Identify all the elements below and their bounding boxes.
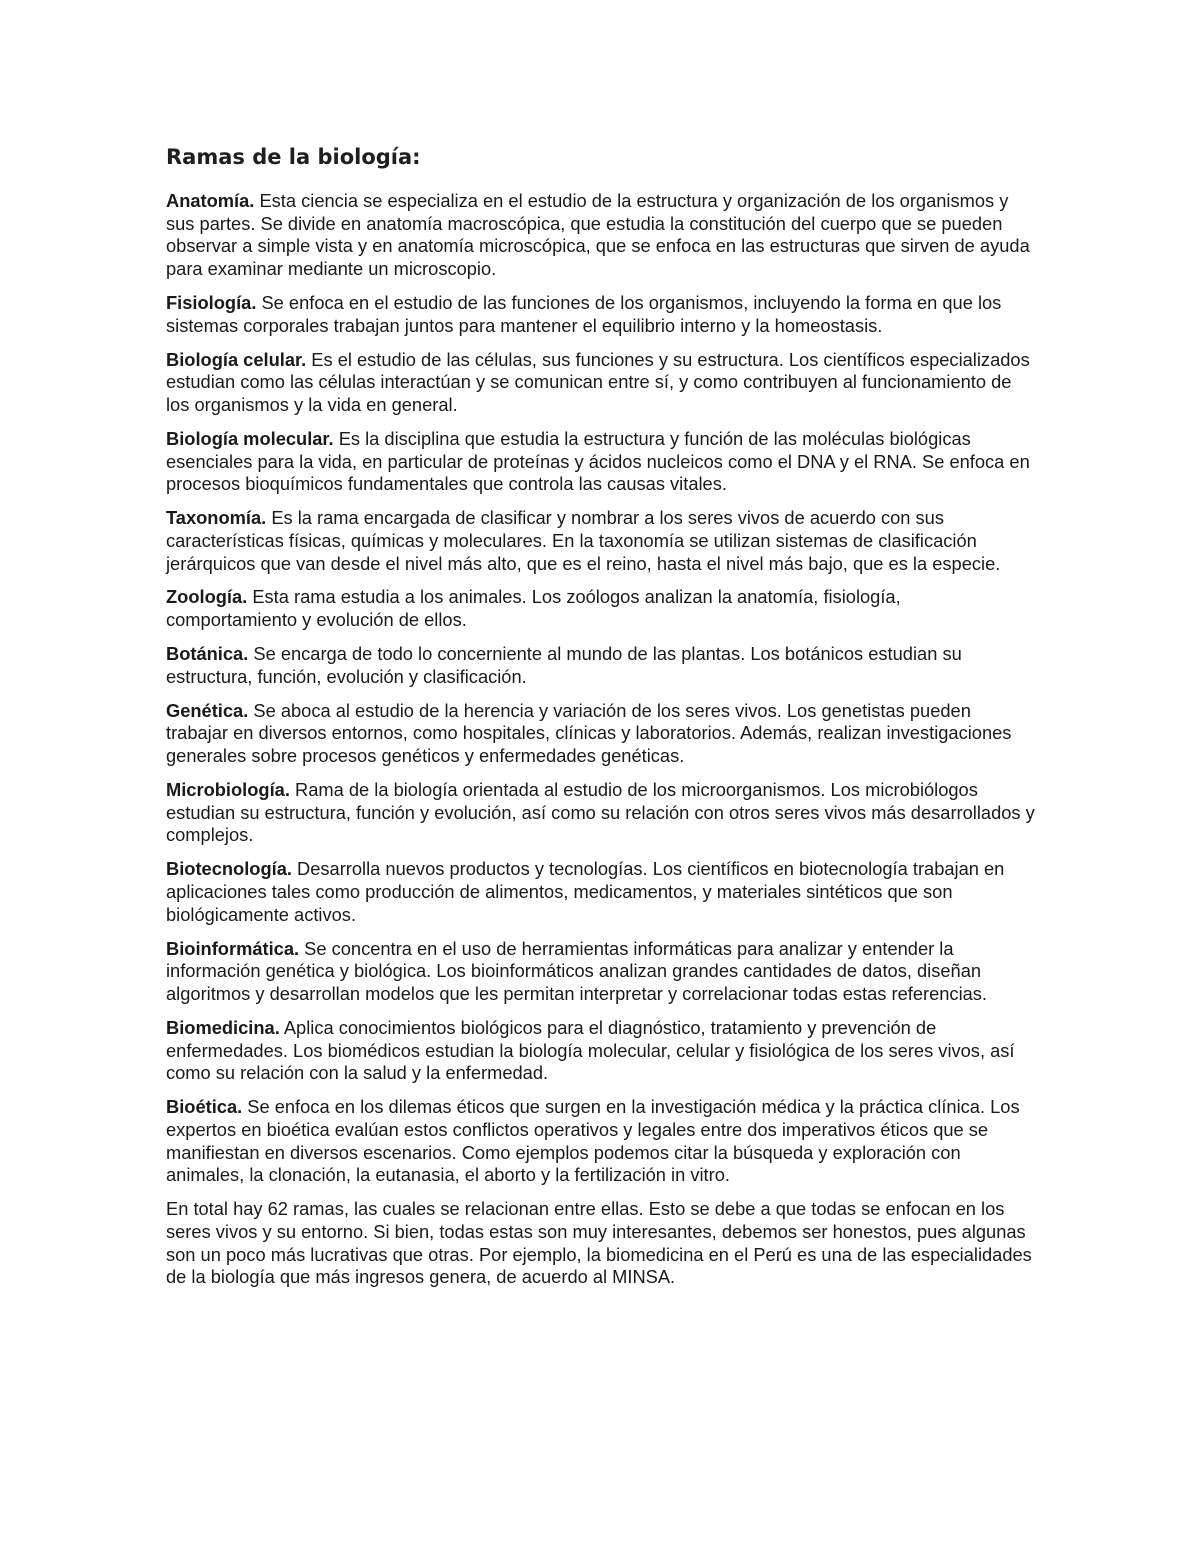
section-text: Esta ciencia se especializa en el estudio de la estructura y organización de los organismos y sus partes. Se divide en anatomía macroscópica, que estudia la constitución del cuerpo que se pueden observar a simple vista y en anatomía microscópica, que se enfoca en las estructuras que sirven de ayuda para examinar mediante un microscopio. xyxy=(166,190,1030,280)
section-term: Genética. xyxy=(166,699,249,721)
section-term: Anatomía. xyxy=(166,190,255,211)
section-biologia-celular xyxy=(166,349,1036,417)
section-bioetica xyxy=(166,1096,1036,1187)
section-text: Se aboca al estudio de la herencia y variación de los seres vivos. Los genetistas pueden trabajar en diversos entornos, como hospitales, clínicas y laboratorios. Además, realizan investigaciones generales sobre procesos genéticos y enfermedades genéticas. xyxy=(166,699,1012,767)
section-biomedicina xyxy=(166,1017,1036,1085)
section-text: Es la rama encargada de clasificar y nombrar a los seres vivos de acuerdo con sus características físicas, químicas y moleculares. En la taxonomía se utilizan sistemas de clasificación jerárquicos que van desde el nivel más alto, que es el reino, hasta el nivel más bajo, que es la especie. xyxy=(166,507,1001,574)
section-text: Se concentra en el uso de herramientas informáticas para analizar y entender la información genética y biológica. Los bioinformáticos analizan grandes cantidades de datos, diseñan algoritmos y desarrollan modelos que les permitan interpretar y correlacionar todas estas referencias. xyxy=(166,937,988,1004)
section-term: Biología molecular. xyxy=(166,427,334,449)
section-text: Aplica conocimientos biológicos para el diagnóstico, tratamiento y prevención de enfermedades. Los biomédicos estudian la biología molecular, celular y fisiológica de los seres vivos, así como su relación con la salud y la enfermedad. xyxy=(166,1016,1015,1084)
section-biologia-molecular xyxy=(166,428,1036,496)
section-fisiologia xyxy=(166,292,1036,337)
section-term: Bioética. xyxy=(166,1096,243,1118)
section-text: Desarrolla nuevos productos y tecnologías. Los científicos en biotecnología trabajan en aplicaciones tales como producción de alimentos, medicamentos, y materiales sintéticos que son biológicamente activos. xyxy=(166,858,1005,925)
section-biotecnologia xyxy=(166,858,1036,926)
section-term: Taxonomía. xyxy=(166,507,267,529)
section-term: Microbiología. xyxy=(166,778,290,800)
section-text: Es la disciplina que estudia la estructura y función de las moléculas biológicas esenciales para la vida, en particular de proteínas y ácidos nucleicos como el DNA y el RNA. Se enfoca en procesos bioquímicos fundamentales que controla las causas vitales. xyxy=(166,427,1030,495)
document-title: Ramas de la biología: xyxy=(166,145,421,169)
section-term: Botánica. xyxy=(166,643,249,665)
conclusion-paragraph: En total hay 62 ramas, las cuales se relacionan entre ellas. Esto se debe a que todas se enfocan en los seres vivos y su entorno. Si bien, todas estas son muy interesantes, debemos ser honestos, pues algunas son un poco más lucrativas que otras. Por ejemplo, la biomedicina en el Perú es una de las especialidades de la biología que más ingresos genera, de acuerdo al MINSA. xyxy=(166,1198,1032,1288)
section-zoologia xyxy=(166,586,1036,631)
section-term: Bioinformática. xyxy=(166,937,300,959)
section-term: Zoología. xyxy=(166,586,248,608)
section-microbiologia xyxy=(166,779,1036,847)
section-term: Fisiología. xyxy=(166,292,257,313)
document-page xyxy=(166,140,1036,1300)
section-bioinformatica xyxy=(166,938,1036,1006)
section-term: Biotecnología. xyxy=(166,858,292,880)
section-text: Se enfoca en los dilemas éticos que surgen en la investigación médica y la práctica clínica. Los expertos en bioética evalúan estos conflictos operativos y legales entre dos imperativos éticos que se manifiestan en diversos escenarios. Como ejemplos podemos citar la búsqueda y exploración con animales, la clonación, la eutanasia, el aborto y la fertilización in vitro. xyxy=(166,1096,1020,1186)
section-text: Se enfoca en el estudio de las funciones de los organismos, incluyendo la forma en que los sistemas corporales trabajan juntos para mantener el equilibrio interno y la homeostasis. xyxy=(166,292,1002,336)
section-term: Biomedicina. xyxy=(166,1016,280,1038)
section-term: Biología celular. xyxy=(166,348,307,370)
section-text: Rama de la biología orientada al estudio de los microorganismos. Los microbiólogos estudian su estructura, función y evolución, así como su relación con otros seres vivos más desarrollados y complejos. xyxy=(166,778,1035,846)
section-botanica xyxy=(166,643,1036,688)
section-text: Es el estudio de las células, sus funciones y su estructura. Los científicos especializados estudian como las células interactúan y se comunican entre sí, y como contribuyen al funcionamiento de los organismos y la vida en general. xyxy=(166,348,1030,415)
section-taxonomia xyxy=(166,507,1036,575)
section-text: Esta rama estudia a los animales. Los zoólogos analizan la anatomía, fisiología, comportamiento y evolución de ellos. xyxy=(166,586,901,631)
section-text: Se encarga de todo lo concerniente al mundo de las plantas. Los botánicos estudian su estructura, función, evolución y clasificación. xyxy=(166,643,962,687)
section-anatomia xyxy=(166,190,1036,281)
section-genetica xyxy=(166,700,1036,768)
